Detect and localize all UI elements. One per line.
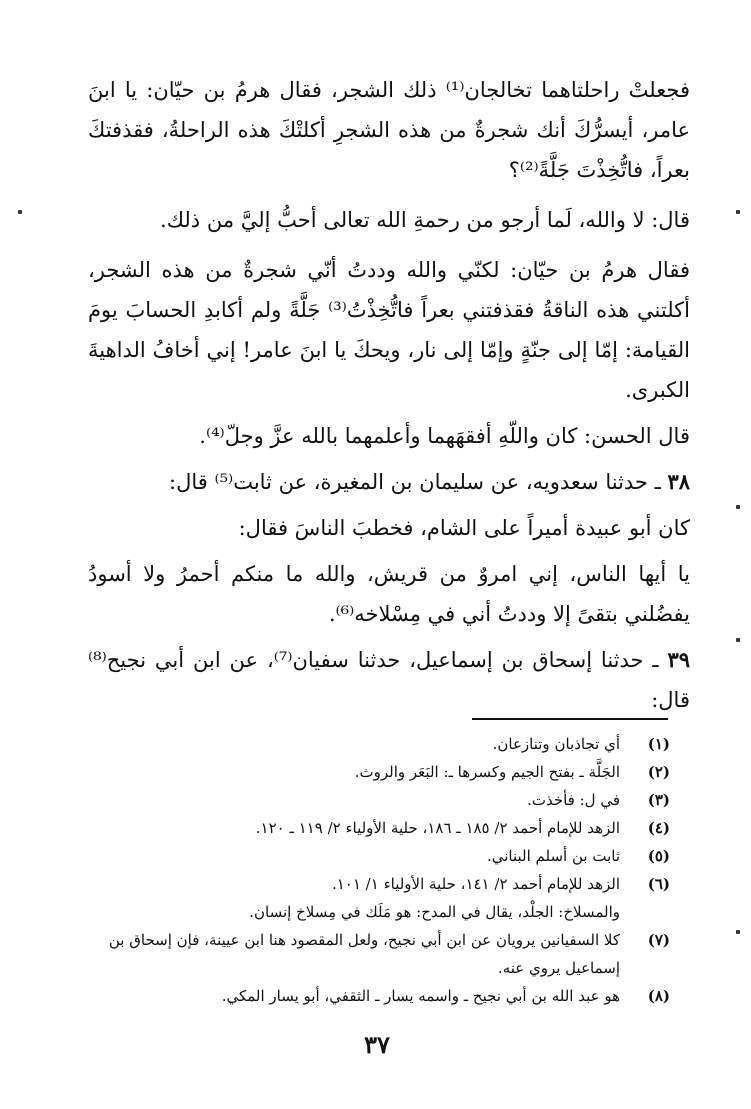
footnote-number: (٥): [647, 847, 670, 865]
scan-mark: [736, 210, 740, 214]
paragraph-4: قال الحسن: كان واللّهِ أفقهَهما وأعلمهما بالله عزَّ وجلّ⁽⁴⁾.: [199, 424, 690, 448]
footnote-1: [100, 730, 670, 758]
paragraph-6: كان أبو عبيدة أميراً على الشام، فخطبَ الناسَ فقال:: [238, 516, 690, 540]
footnote-number: (٦): [647, 875, 670, 893]
footnote-number: (٤): [647, 819, 670, 837]
footnote-6: [100, 870, 670, 898]
footnote-text: الجَلَّة ـ بفتح الجيم وكسرها ـ: البَعَر والروث.: [354, 763, 620, 781]
footnote-text: الزهد للإمام أحمد ٢/ ١٤١، حلية الأولياء ١/ ١٠١.: [331, 875, 620, 893]
footnote-8: [100, 982, 670, 1010]
paragraph-3: فقال هرمُ بن حيّان: لكنّي والله وددتُ أنّي شجرةٌ من هذه الشجر، أكلتني هذه الناقةُ فقذفتني بعراً فاتُّخِذْتُ⁽³⁾ جَلَّةً ولم أكابدِ الحسابَ يومَ القيامة: إمّا إلى جنّةٍ وإمّا إلى نار، ويحكَ يا ابنَ عامر! إني أخافُ الداهيةَ الكبرى.: [88, 258, 690, 402]
footnote-text: في ل: فأخذت.: [527, 791, 620, 809]
scan-mark: [736, 505, 740, 509]
footnote-number: (٢): [647, 763, 670, 781]
footnote-number: (١): [647, 735, 670, 753]
paragraph-1: فجعلتْ راحلتاهما تخالجان⁽¹⁾ ذلك الشجر، فقال هرمُ بن حيّان: يا ابنَ عامر، أيسرُّكَ أنك شجرةٌ من هذه الشجرِ أكلتْكَ هذه الراحلةُ، فقذفتكَ بعراً، فاتُّخِذْتَ جَلَّةً⁽²⁾؟: [88, 78, 690, 182]
footnote-2: [100, 758, 670, 786]
scan-mark: [736, 930, 740, 934]
footnote-number: [620, 898, 670, 926]
footnote-text: والمسلاخ: الجلْد، يقال في المدح: هو مَلَك في مِسلاخ إنسان.: [249, 903, 620, 921]
scan-mark: [18, 210, 22, 214]
footnote-text: الزهد للإمام أحمد ٢/ ١٨٥ ـ ١٨٦، حلية الأولياء ٢/ ١١٩ ـ ١٢٠.: [255, 819, 620, 837]
footnote-text: أي تجاذبان وتنازعان.: [492, 735, 620, 753]
footnote-7: [100, 926, 670, 982]
hadith-number-38: ٣٨: [667, 469, 690, 494]
footnote-6-continuation: [100, 898, 670, 926]
paragraph-2: قال: لا والله، لَما أرجو من رحمةِ الله تعالى أحبُّ إليَّ من ذلك.: [160, 208, 690, 232]
footnote-5: [100, 842, 670, 870]
main-text: [88, 70, 690, 726]
footnote-3: [100, 786, 670, 814]
scan-mark: [736, 638, 740, 642]
footnote-text: كلا السفيانين يرويان عن ابن أبي نجيح، ولعل المقصود هنا ابن عيينة، فإن إسحاق بن إسماعيل يروي عنه.: [108, 931, 620, 977]
hadith-39: [88, 640, 690, 720]
footnote-4: [100, 814, 670, 842]
footnote-number: (٧): [647, 931, 670, 949]
hadith-number-39: ٣٩: [667, 647, 690, 672]
hadith-39-text: ـ حدثنا إسحاق بن إسماعيل، حدثنا سفيان⁽⁷⁾، عن ابن أبي نجيح⁽⁸⁾ قال:: [88, 648, 690, 712]
footnote-text: هو عبد الله بن أبي نجيح ـ واسمه يسار ـ الثقفي، أبو يسار المكي.: [221, 987, 620, 1005]
footnote-number: (٣): [647, 791, 670, 809]
hadith-38-text: ـ حدثنا سعدويه، عن سليمان بن المغيرة، عن ثابت⁽⁵⁾ قال:: [169, 470, 661, 494]
footnotes: [100, 730, 670, 1010]
hadith-38: [88, 462, 690, 502]
footnote-text: ثابت بن أسلم البناني.: [486, 847, 620, 865]
paragraph-7: يا أيها الناس، إني امروٌ من قريش، والله ما منكم أحمرُ ولا أسودُ يفضُلني بتقىً إلا وددتُ أني في مِسْلاخه⁽⁶⁾.: [88, 562, 690, 626]
footnote-separator: [472, 718, 668, 720]
footnote-number: (٨): [647, 987, 670, 1005]
page-number: ٣٧: [364, 1030, 390, 1059]
